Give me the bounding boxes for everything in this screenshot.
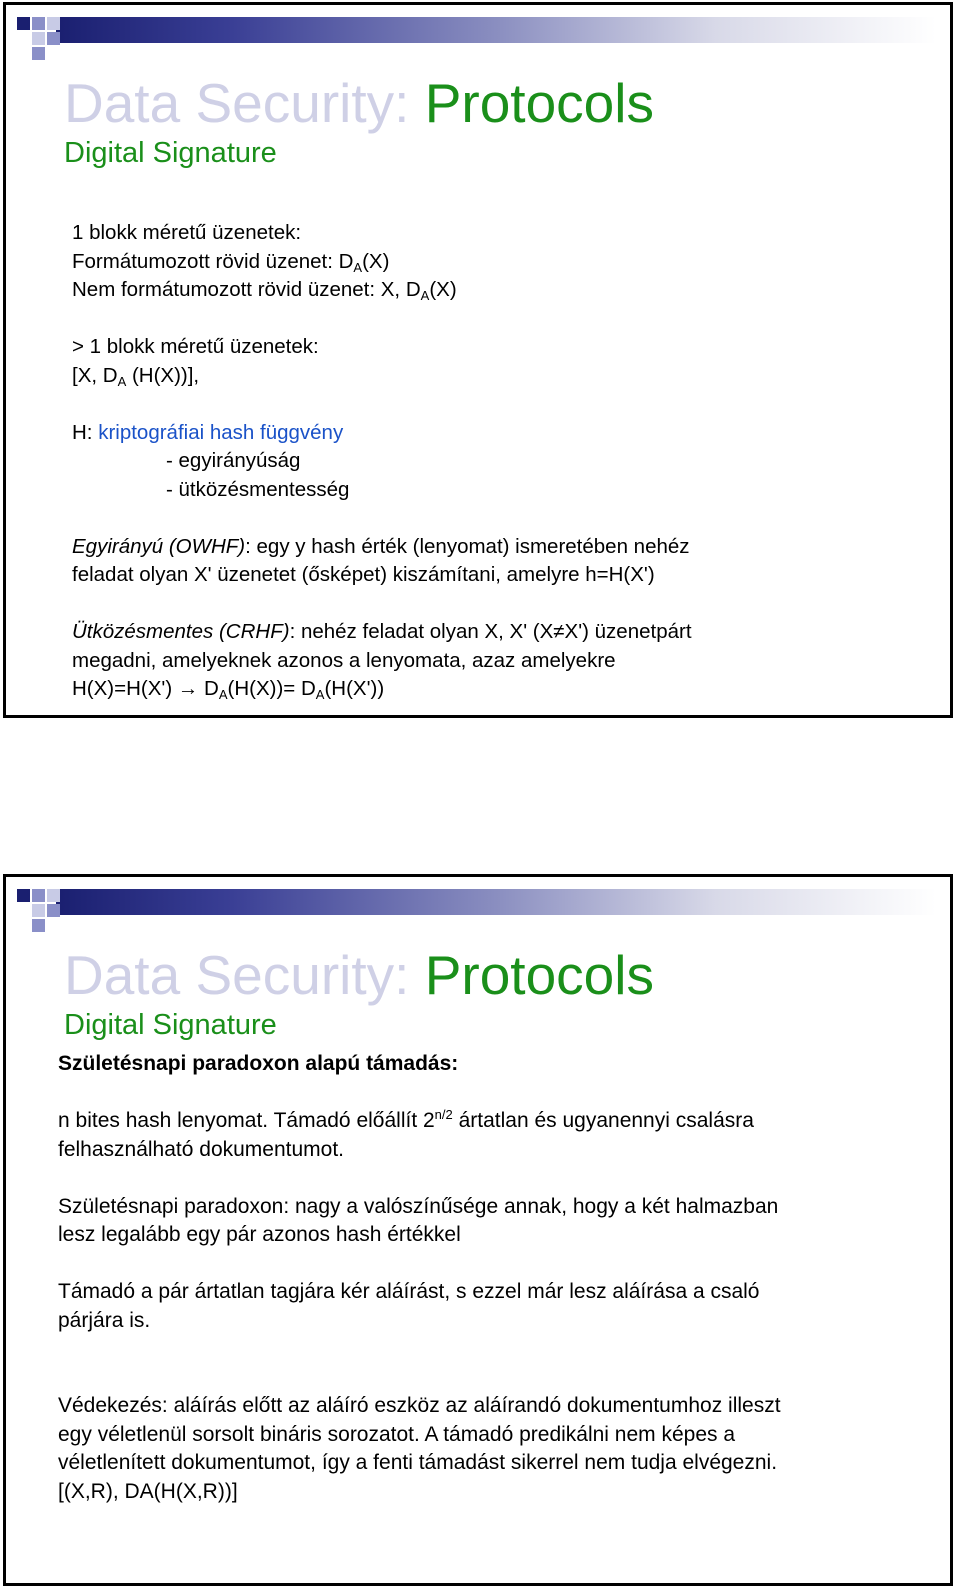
text-line: Ütközésmentes (CRHF): nehéz feladat olyan X, X' (X≠X') üzenetpárt: [72, 620, 692, 643]
title-gray-part: Data Security:: [64, 72, 425, 134]
header-gradient-bar: [56, 17, 936, 43]
text-line: [(X,R), DA(H(X,R))]: [58, 1479, 238, 1503]
text-line: Egyirányú (OWHF): egy y hash érték (lenyomat) ismeretében nehéz: [72, 534, 690, 558]
text-line: párjára is.: [58, 1308, 151, 1332]
text-line: egy véletlenül sorsolt bináris sorozatot. A támadó predikálni nem képes a: [58, 1422, 736, 1446]
text-line: megadni, amelyeknek azonos a lenyomata, azaz amelyekre: [72, 648, 616, 672]
text-line: n bites hash lenyomat. Támadó előállít $2^{n/2}$ ártatlan és ugyanennyi csalásra: [58, 1107, 754, 1132]
title-gray-part: Data Security:: [64, 944, 425, 1006]
text-line: véletlenített dokumentumot, így a fenti támadást sikerrel nem tudja elvégezni.: [58, 1451, 778, 1474]
text-line: Születésnapi paradoxon: nagy a valószínűsége annak, hogy a két halmazban: [58, 1194, 779, 1218]
text-line: Védekezés: aláírás előtt az aláíró eszköz az aláírandó dokumentumhoz illeszt: [58, 1394, 781, 1417]
slide-title: [64, 70, 654, 136]
text-line: Nem formátumozott rövid üzenet: X, $D_A(X)$: [72, 278, 457, 303]
hash-function-term: kriptográfiai hash függvény: [98, 420, 344, 444]
slide-title: [64, 942, 654, 1008]
text-line: > 1 blokk méretű üzenetek:: [72, 335, 319, 358]
header-gradient-bar: [56, 889, 936, 915]
text-line: - egyirányúság: [166, 449, 301, 472]
title-green-part: Protocols: [424, 944, 654, 1006]
section-heading: Születésnapi paradoxon alapú támadás:: [58, 1052, 459, 1075]
text-line: lesz legalább egy pár azonos hash értékkel: [58, 1223, 461, 1246]
text-line: Támadó a pár ártatlan tagjára kér aláírást, s ezzel már lesz aláírása a csaló: [58, 1280, 760, 1303]
text-line: $H(X)=H(X') \to D_A(H(X))= D_A(H(X'))$: [72, 677, 385, 702]
text-line: 1 blokk méretű üzenetek:: [72, 221, 302, 244]
slide-subtitle: Digital Signature: [64, 137, 277, 169]
slide-body: [72, 219, 692, 704]
title-green-part: Protocols: [424, 72, 654, 134]
text-line: H: kriptográfiai hash függvény: [72, 420, 344, 444]
text-line: Formátumozott rövid üzenet: $D_A(X)$: [72, 249, 390, 275]
text-line: feladat olyan X' üzenetet (ősképet) kiszámítani, amelyre h=H(X'): [72, 563, 655, 586]
slide-1: [3, 2, 953, 718]
slide-2-body: [58, 1050, 938, 1506]
text-line: - ütközésmentesség: [166, 477, 350, 501]
slide-subtitle: Digital Signature: [64, 1009, 277, 1041]
text-line: felhasználható dokumentumot.: [58, 1137, 345, 1161]
text-line: [X, $D_A$ (H(X))],: [72, 363, 200, 389]
